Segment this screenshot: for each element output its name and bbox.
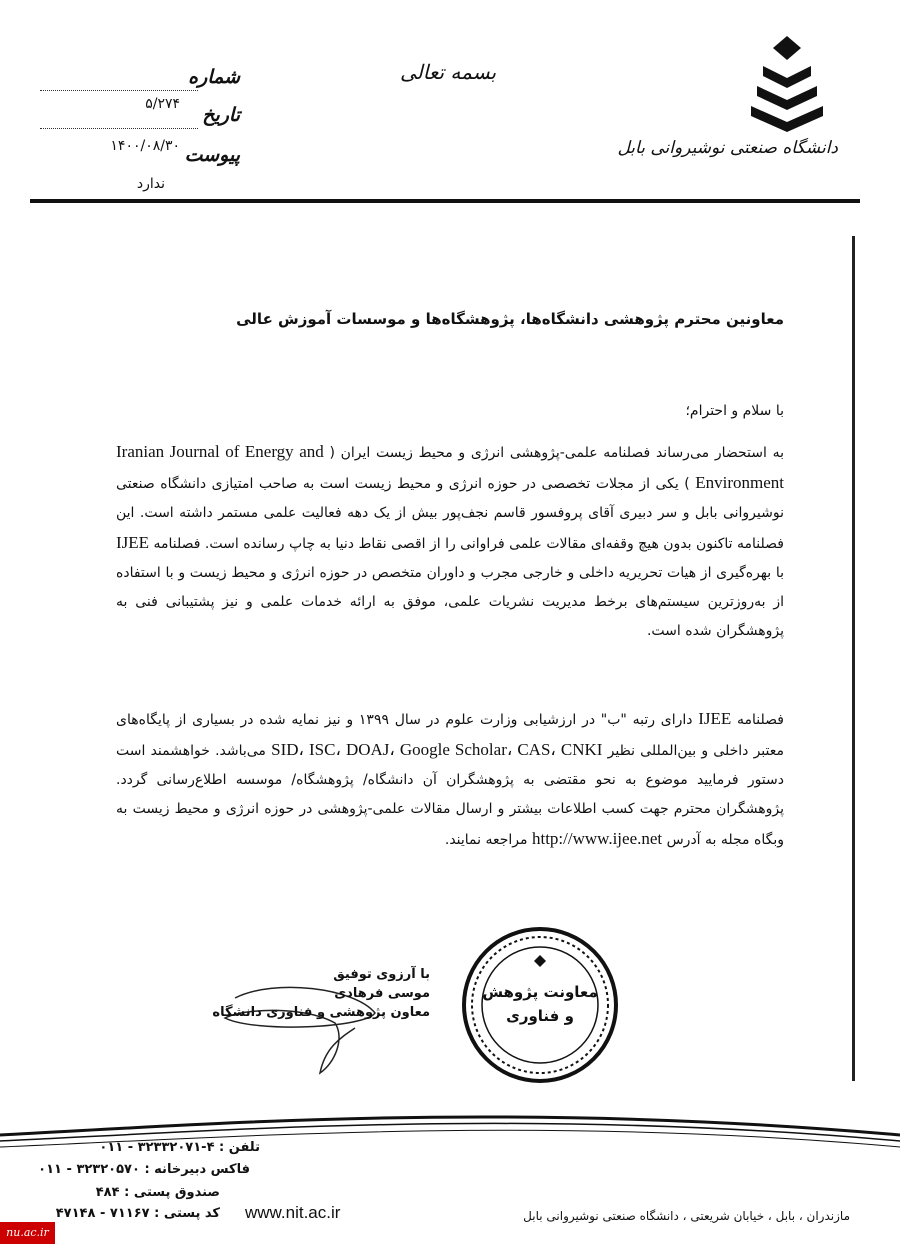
footer-fax: فاکس دبیرخانه : ۳۲۳۲۰۵۷۰ - ۰۱۱ <box>38 1162 250 1177</box>
journal-abbr: IJEE <box>116 533 150 552</box>
official-stamp-icon <box>460 925 620 1085</box>
letter-number-row <box>40 66 240 112</box>
p2-text-a: فصلنامه <box>737 712 784 728</box>
dotted-line <box>40 90 198 91</box>
stamp-line-1: معاونت پژوهش <box>482 983 598 1001</box>
footer-address: مازندران ، بابل ، خیابان شریعتی ، دانشگاه صنعتی نوشیروانی بابل <box>523 1209 850 1223</box>
footer-postal-code: کد پستی : ۷۱۱۶۷ - ۴۷۱۴۸ <box>55 1206 220 1221</box>
journal-url[interactable]: http://www.ijee.net <box>531 829 663 848</box>
attachment-label: پیوست <box>184 144 240 166</box>
margin-rule <box>852 236 855 1081</box>
p1-text-a: به استحضار می‌رساند فصلنامه علمی-پژوهشی انرژی و محیط زیست ایران ( <box>329 445 784 461</box>
footer-phone: تلفن : ۴-۳۲۳۳۲۰۷۱ - ۰۱۱ <box>99 1140 260 1155</box>
number-value: ۵/۲۷۴ <box>145 96 180 112</box>
paragraph-1 <box>116 437 784 646</box>
number-label: شماره <box>188 66 240 88</box>
p2-text-c: می‌باشد. خواهشمند است دستور فرمایید موضوع به نحو مقتضی به پژوهشگران آن دانشگاه/ پژوهشگاه/ موسسه اطلاع‌رسانی گردد. پژوهشگران محترم جهت کسب اطلاعات بیشتر و ارسال مقالات علمی-پژوهشی در حوزه انرژی و محیط زیست به وبگاه مجله به آدرس <box>116 743 784 848</box>
university-name: دانشگاه صنعتی نوشیروانی بابل <box>617 138 838 158</box>
date-value: ۱۴۰۰/۰۸/۳۰ <box>110 138 180 154</box>
attachment-value: ندارد <box>136 176 165 192</box>
journal-abbr-2: IJEE <box>698 709 732 728</box>
date-label: تاریخ <box>202 104 240 126</box>
basmala: بسمه تعالی <box>400 60 497 84</box>
signature-name: موسی فرهادی <box>334 986 430 1001</box>
addressee: معاونین محترم پژوهشی دانشگاه‌ها، پژوهشگاه‌ها و موسسات آموزش عالی <box>236 310 784 328</box>
header-rule <box>30 199 860 203</box>
p2-text-d: مراجعه نمایند. <box>444 832 528 848</box>
signature-title: معاون پژوهشی و فناوری دانشگاه <box>212 1005 430 1020</box>
index-list: SID، ISC، DOAJ، Google Scholar، CAS، CNKI <box>271 740 603 759</box>
stamp-line-2: و فناوری <box>506 1007 574 1025</box>
p1-text-b: ) یکی از مجلات تخصصی در حوزه انرژی و محیط زیست است به صاحب امتیازی دانشگاه صنعتی نوشیروانی بابل و سر دبیری آقای پروفسور قاسم نجف‌پور بیش از یک دهه فعالیت علمی مستمر داشته است. این فصلنامه تاکنون بدون هیچ وقفه‌ای مقالات علمی فراوانی را از اقصی نقاط دنیا به چاپ رسانده است. فصلنامه <box>116 476 784 552</box>
journal-name: Iranian Journal of Energy and Environment <box>116 442 784 492</box>
p1-text-c: با بهره‌گیری از هیات تحریریه داخلی و خارجی مجرب و داوران متخصص در حوزه انرژی و محیط زیست و با استفاده از به‌روزترین سیستم‌های برخط مدیریت نشریات علمی، موفق به ارائه خدمات علمی و نیز پشتیبانی فنی به پژوهشگران شده است. <box>116 565 784 639</box>
footer-po-box: صندوق پستی : ۴۸۴ <box>95 1185 220 1200</box>
corner-watermark: nu.ac.ir <box>0 1222 55 1244</box>
paragraph-2 <box>116 704 784 855</box>
dotted-line <box>40 128 198 129</box>
footer-website[interactable]: www.nit.ac.ir <box>245 1203 341 1222</box>
signature-block <box>190 965 430 1022</box>
signature-closing: با آرزوی توفیق <box>333 967 430 982</box>
salutation: با سلام و احترام؛ <box>685 403 784 419</box>
p2-text-b: دارای رتبه "ب" در ارزشیابی وزارت علوم در سال ۱۳۹۹ و نیز نمایه شده در بسیاری از پایگاه‌های معتبر داخلی و بین‌المللی نظیر <box>116 712 785 759</box>
